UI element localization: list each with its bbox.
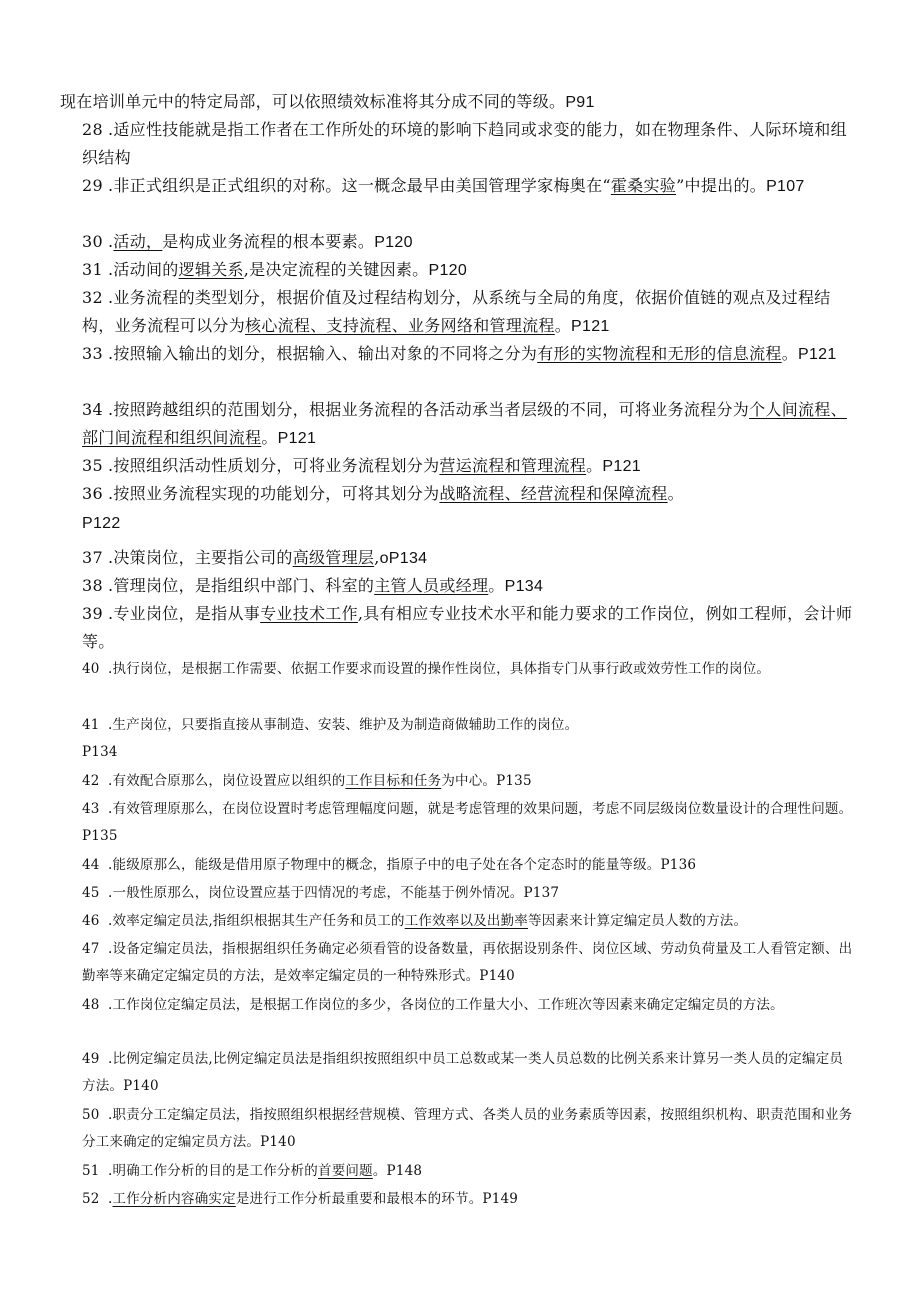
text-segment: 。 — [488, 576, 505, 595]
item-number: 38 — [82, 576, 103, 595]
text-segment: .适应性技能就是指工作者在工作所处的环境的影响下趋同或求变的能力，如在物理条件、人际环境和组织结构 — [82, 120, 847, 167]
paragraph — [60, 340, 854, 369]
text-segment: .效率定编定员法,指组织根据其生产任务和员工的 — [108, 913, 405, 929]
paragraph — [60, 1158, 854, 1185]
item-number: 48 — [82, 997, 100, 1013]
page-reference: P134 — [504, 578, 544, 595]
item-number: 36 — [82, 484, 103, 503]
paragraph — [60, 572, 854, 601]
item-number: 32 — [82, 288, 103, 307]
paragraph — [60, 116, 854, 172]
page-reference: P121 — [602, 458, 641, 475]
text-segment: .按照业务流程实现的功能划分，可将其划分为 — [108, 484, 440, 503]
underlined-term: 专业技术工作 — [260, 604, 358, 623]
paragraph — [60, 228, 854, 257]
text-segment: 。P148 — [372, 1163, 423, 1179]
paragraph — [60, 396, 854, 453]
item-number: 51 — [82, 1163, 100, 1179]
text-segment: .按照跨越组织的范围划分，根据业务流程的各活动承当者层级的不同，可将业务流程分为 — [108, 400, 750, 419]
text-segment: ,具有相应专业技术水平和能力要求的工作岗位，例如工程师，会计师等。 — [82, 604, 853, 651]
paragraph — [60, 908, 854, 935]
text-segment: .一般性原那么，岗位设置应基于四情况的考虑，不能基于例外情况。P137 — [108, 885, 560, 901]
underlined-term: 工作分析内容确实定 — [112, 1191, 236, 1207]
paragraph — [60, 600, 854, 656]
page-reference: oP134 — [379, 550, 428, 567]
underlined-term: 首要问题 — [318, 1163, 373, 1179]
underlined-term: 战略流程、经营流程和保障流程 — [439, 484, 668, 503]
text-segment: .设备定编定员法，指根据组织任务确定必须看管的设备数量，再依据设别条件、岗位区域、劳动负荷量及工人看管定额、出勤率等来确定定编定员的方法，是效率定编定员的一种特殊形式。P140 — [82, 941, 853, 984]
underlined-term: 主管人员或经理 — [374, 576, 489, 595]
underlined-term: 营运流程和管理流程 — [439, 456, 587, 475]
item-number: 37 — [82, 548, 103, 567]
item-number: 33 — [82, 344, 103, 363]
paragraph — [60, 509, 854, 538]
item-number: 29 — [82, 176, 103, 195]
item-number: 45 — [82, 885, 100, 901]
text-segment: 。 — [667, 484, 684, 503]
paragraph — [60, 992, 854, 1019]
item-number: 39 — [82, 604, 103, 623]
item-number: 52 — [82, 1191, 100, 1207]
text-segment: .专业岗位，是指从事 — [108, 604, 261, 623]
underlined-term: 活动， — [113, 232, 163, 251]
paragraph — [60, 284, 854, 341]
paragraph — [60, 852, 854, 879]
paragraph — [60, 656, 854, 683]
page-reference: P120 — [374, 234, 413, 251]
text-segment: 是构成业务流程的根本要素。 — [162, 232, 375, 251]
underlined-term: 逻辑关系 — [178, 260, 244, 279]
text-segment: 等因素来计算定编定员人数的方法。 — [528, 913, 748, 929]
paragraph — [60, 1186, 854, 1213]
text-segment: 。 — [781, 344, 799, 363]
text-segment: ,是决定流程的关键因素。 — [243, 260, 429, 279]
paragraph — [60, 256, 854, 285]
item-number: 44 — [82, 857, 100, 873]
page-reference: P107 — [766, 178, 805, 195]
text-segment: . — [108, 1191, 113, 1207]
text-segment: P134 — [82, 744, 118, 760]
text-segment: 现在培训单元中的特定局部，可以依照绩效标准将其分成不同的等级。 — [60, 92, 566, 111]
item-number: 43 — [82, 801, 100, 817]
item-number: 42 — [82, 773, 100, 789]
text-segment: .非正式组织是正式组织的对称。这一概念最早由美国管理学家梅奥在“ — [108, 176, 611, 195]
paragraph — [60, 88, 832, 117]
text-segment: 是进行工作分析最重要和最根本的环节。P149 — [235, 1191, 519, 1207]
text-segment: .有效配合原那么，岗位设置应以组织的 — [108, 773, 346, 789]
text-segment: .工作岗位定编定员法，是根据工作岗位的多少，各岗位的工作量大小、工作班次等因素来确定定编定员的方法。 — [108, 997, 784, 1013]
underlined-term: 有形的实物流程和无形的信息流程 — [537, 344, 782, 363]
item-number: 50 — [82, 1107, 100, 1123]
text-segment: .生产岗位，只要指直接从事制造、安装、维护及为制造商做辅助工作的岗位。 — [108, 717, 579, 733]
paragraph — [60, 768, 854, 795]
paragraph — [60, 880, 854, 907]
text-segment: .管理岗位，是指组织中部门、科室的 — [108, 576, 375, 595]
underlined-term: 工作效率以及出勤率 — [404, 913, 528, 929]
page-reference: P120 — [428, 262, 468, 279]
text-segment: 。 — [554, 316, 572, 335]
text-segment: ”中提出的。 — [676, 176, 767, 195]
page-reference: P121 — [277, 430, 317, 447]
paragraph — [60, 1102, 854, 1156]
underlined-term: 高级管理层 — [292, 548, 375, 567]
paragraph — [60, 1046, 854, 1100]
underlined-term: 核心流程、支持流程、业务网络和管理流程 — [245, 316, 555, 335]
paragraph — [60, 544, 854, 573]
page-reference: P91 — [565, 94, 595, 111]
text-segment: 。 — [261, 428, 278, 447]
paragraph — [60, 936, 854, 990]
item-number: 41 — [82, 717, 100, 733]
item-number: 40 — [82, 661, 100, 677]
text-segment: .按照输入输出的划分，根据输入、输出对象的不同将之分为 — [108, 344, 538, 363]
text-segment: .执行岗位，是根据工作需要、依据工作要求而设置的操作性岗位，具体指专门从事行政或效劳性工作的岗位。 — [108, 661, 771, 677]
paragraph — [60, 172, 854, 201]
text-segment: . — [108, 232, 114, 251]
item-number: 47 — [82, 941, 100, 957]
page-reference: P122 — [82, 515, 121, 532]
paragraph — [60, 712, 854, 739]
underlined-term: 工作目标和任务 — [345, 773, 442, 789]
text-segment: .能级原那么，能级是借用原子物理中的概念，指原子中的电子处在各个定态时的能量等级。P136 — [108, 857, 697, 873]
text-segment: , — [374, 548, 380, 567]
text-segment: .明确工作分析的目的是工作分析的 — [108, 1163, 318, 1179]
text-segment: .按照组织活动性质划分，可将业务流程划分为 — [108, 456, 440, 475]
paragraph — [60, 796, 854, 850]
underlined-term: 个人间流程、部门间流程和组织间流程 — [82, 400, 847, 447]
text-segment: .比例定编定员法,比例定编定员法是指组织按照组织中员工总数或某一类人员总数的比例关系来计算另一类人员的定编定员方法。P140 — [82, 1051, 844, 1094]
item-number: 28 — [82, 120, 103, 139]
item-number: 30 — [82, 232, 103, 251]
page-reference: P121 — [798, 346, 837, 363]
text-segment: .业务流程的类型划分，根据价值及过程结构划分，从系统与全局的角度，依据价值链的观点及过程结构，业务流程可以分为 — [82, 288, 831, 335]
text-segment: 为中心。P135 — [441, 773, 532, 789]
item-number: 34 — [82, 400, 103, 419]
item-number: 49 — [82, 1051, 100, 1067]
paragraph — [60, 480, 854, 508]
text-segment: 。 — [586, 456, 603, 475]
text-segment: .职责分工定编定员法，指按照组织根据经营规模、管理方式、各类人员的业务素质等因素，按照组织机构、职责范围和业务分工来确定的定编定员方法。P140 — [82, 1107, 853, 1150]
item-number: 31 — [82, 260, 103, 279]
item-number: 46 — [82, 913, 100, 929]
item-number: 35 — [82, 456, 103, 475]
text-segment: .决策岗位，主要指公司的 — [108, 548, 293, 567]
paragraph — [60, 452, 854, 481]
text-segment: .有效管理原那么，在岗位设置时考虑管理幅度问题，就是考虑管理的效果问题，考虑不同层级岗位数量设计的合理性问题。P135 — [82, 801, 853, 844]
page-reference: P121 — [571, 318, 610, 335]
text-segment: .活动间的 — [108, 260, 179, 279]
underlined-term: 霍桑实验 — [610, 176, 677, 195]
paragraph — [60, 739, 854, 766]
